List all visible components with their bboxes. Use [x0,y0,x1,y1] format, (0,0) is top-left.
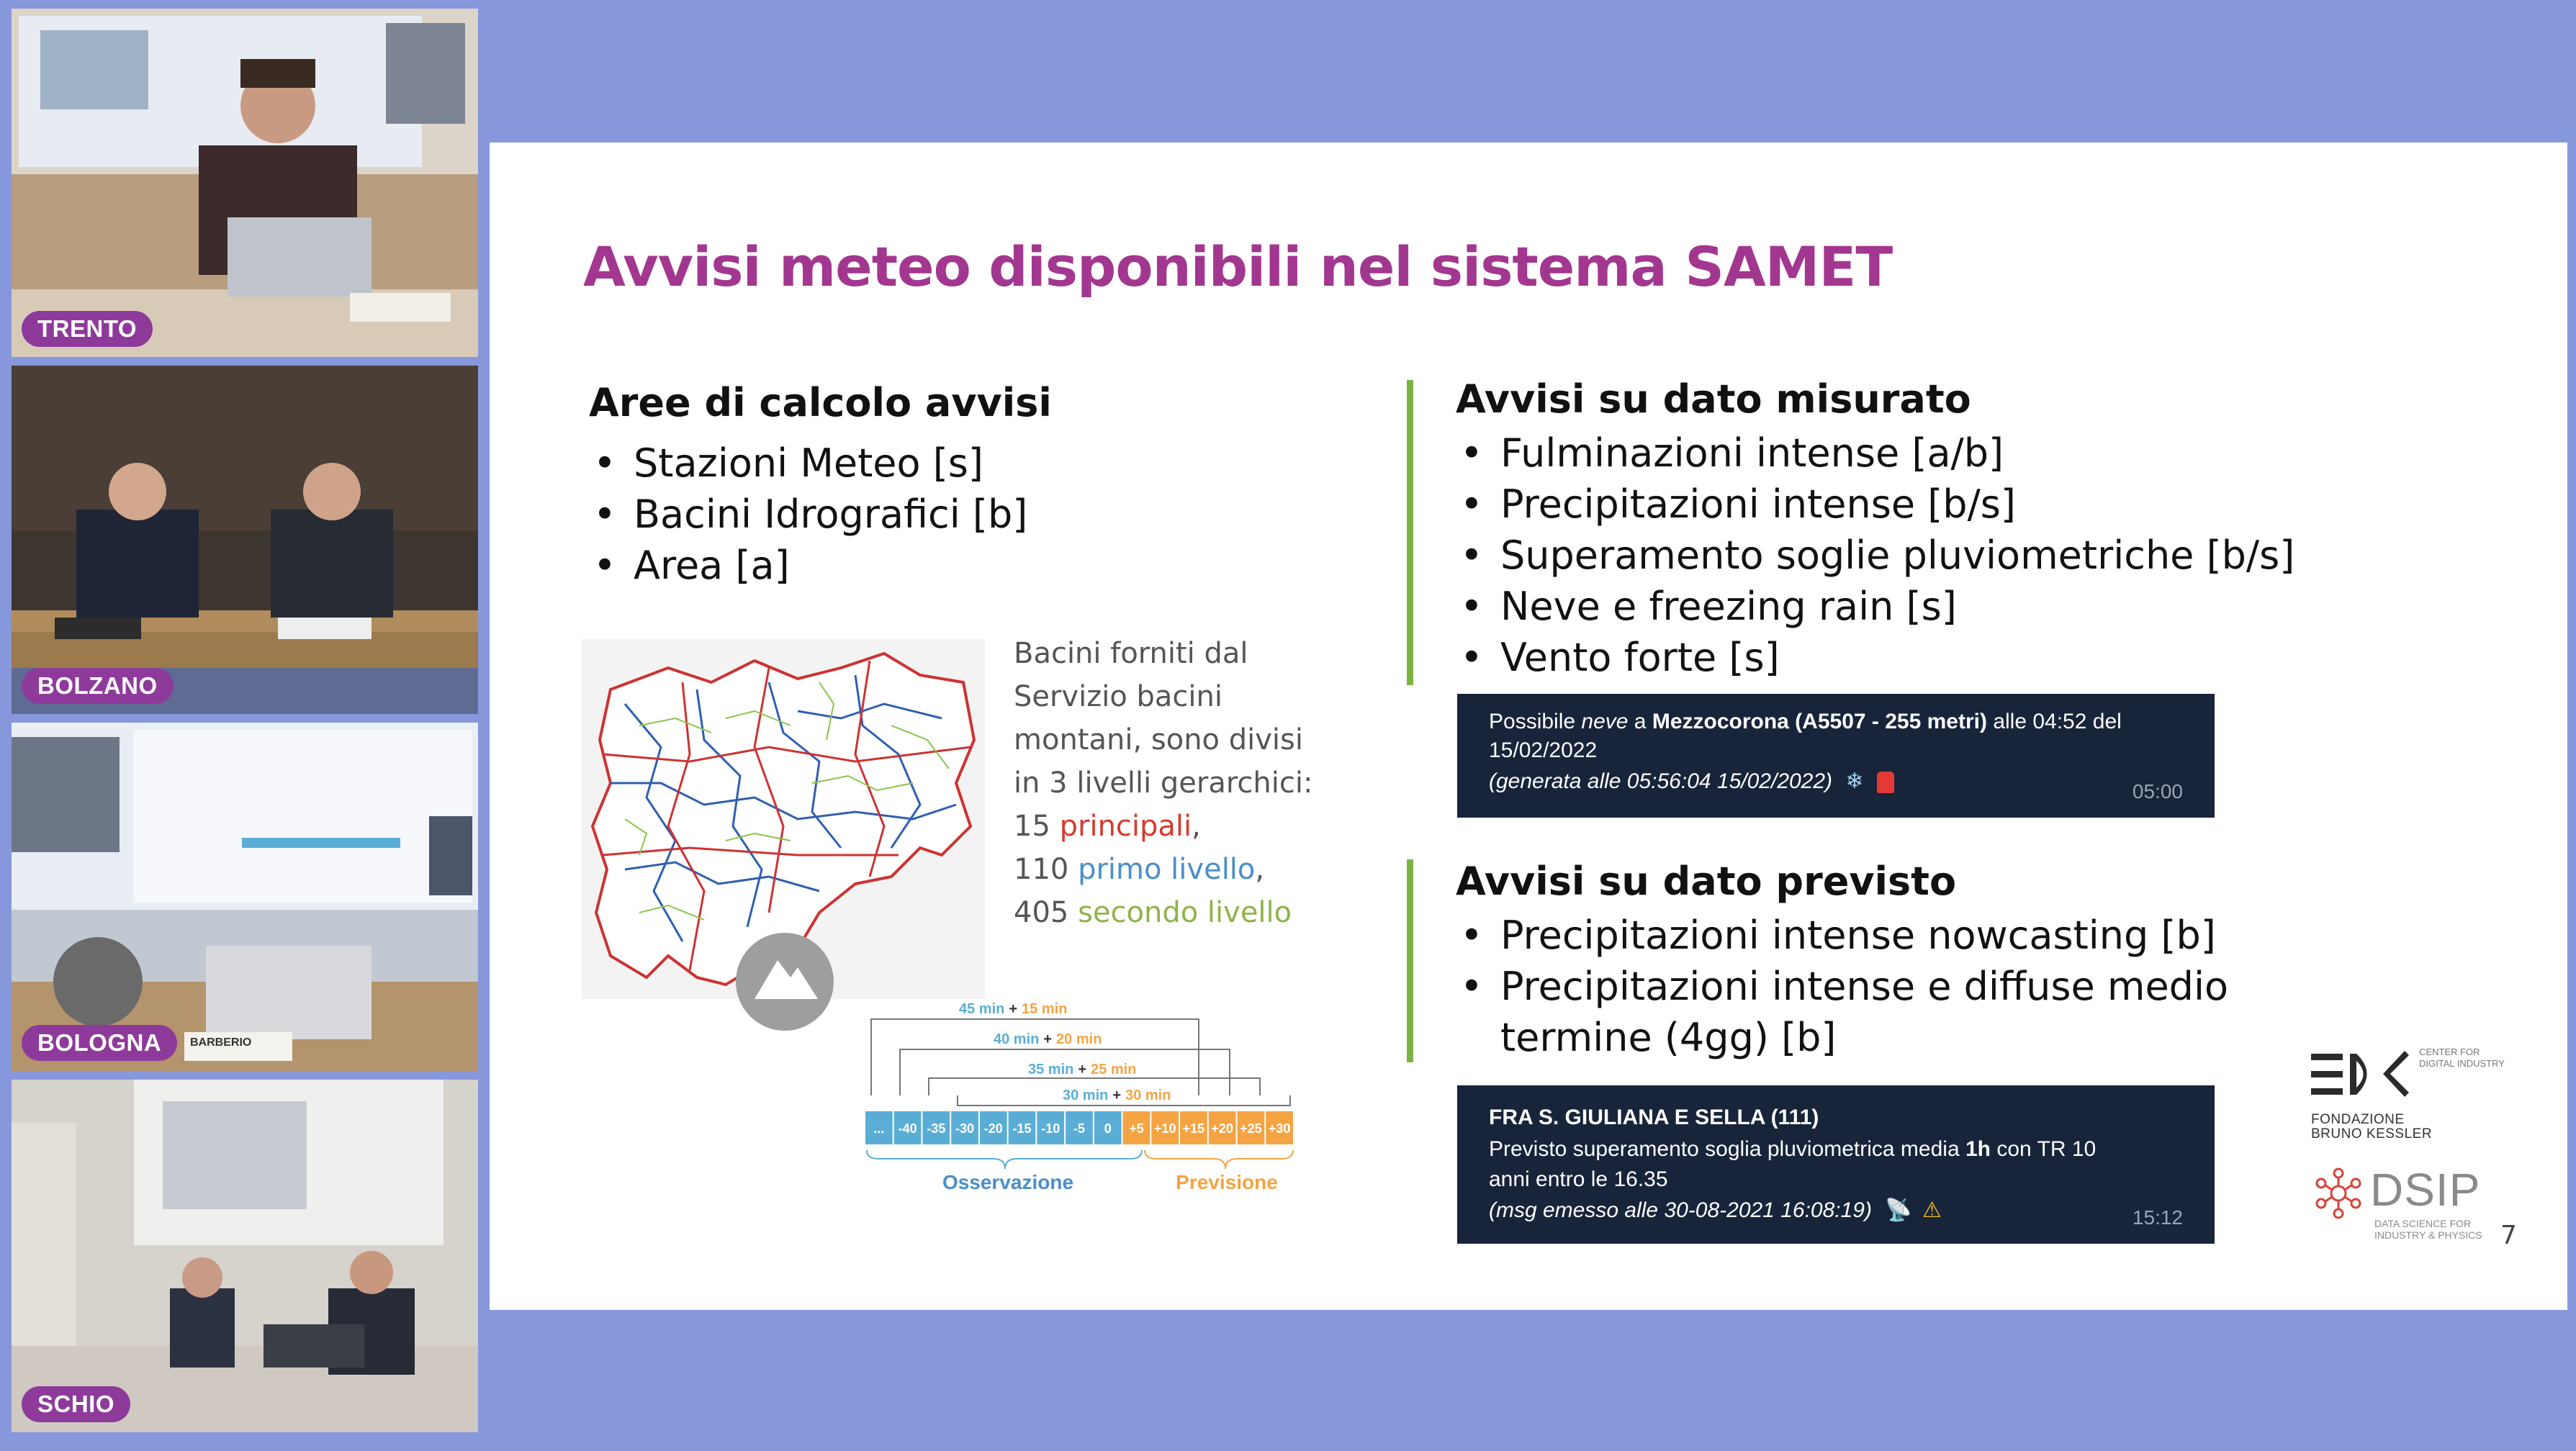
bullet-item: • Vento forte [s] [1456,632,2294,683]
bracket-label-4: 30 min + 30 min [1063,1088,1171,1103]
timeline-cell-label: -35 [927,1121,946,1136]
timeline-cell-label: -10 [1041,1121,1060,1136]
warning-icon: ⚠ [1922,1198,1942,1222]
timeline-cell-label: +20 [1211,1121,1233,1136]
notif-time: 15:12 [2132,1206,2183,1229]
location-label: SCHIO [22,1386,130,1422]
location-label: BOLOGNA [22,1025,177,1061]
fbk-logo [2311,1047,2520,1147]
accent-bar [1407,859,1413,1062]
notif-line: (msg emesso alle 30-08-2021 16:08:19) 📡 ⚠ [1489,1198,1942,1222]
timeline-cell-label: +10 [1153,1121,1176,1136]
observation-label: Osservazione [942,1171,1074,1193]
desc-line: Bacini forniti dal [1014,637,1248,670]
bullet-item: • Precipitazioni intense nowcasting [b] [1456,910,2228,961]
page-number: 7 [2500,1221,2517,1250]
timeline-cell-label: +25 [1240,1121,1262,1136]
nowcasting-timeline [864,986,1296,1193]
dsip-logo [2310,1165,2497,1251]
bullet-item: • Precipitazioni intense e diffuse medio termine (4gg) [b] [1456,961,2228,1063]
bracket-label-2: 40 min + 20 min [994,1031,1102,1047]
bullet-item: • Superamento soglie pluviometriche [b/s] [1456,530,2294,581]
accent-bar [1407,380,1413,685]
bullet-item: • Bacini Idrografici [b] [589,489,1027,540]
slide-title: Avvisi meteo disponibili nel sistema SAMET [583,235,1893,299]
timeline-cell-label: +30 [1268,1121,1291,1136]
bracket-label-1: 45 min + 15 min [959,1001,1068,1017]
measured-heading: Avvisi su dato misurato [1456,376,1971,422]
desc-line: in 3 livelli gerarchici: [1014,767,1313,800]
camera-feed-image [12,9,478,357]
timeline-cell-label: +15 [1182,1121,1205,1136]
video-panel-schio[interactable] [12,1080,478,1432]
bullet-item: • Neve e freezing rain [s] [1456,581,2294,632]
notif-line: anni entro le 16.35 [1489,1167,1668,1191]
left-heading: Aree di calcolo avvisi [589,380,1052,425]
snowflake-icon: ❄ [1845,769,1864,793]
timeline-cell-label: -40 [898,1121,917,1136]
bullet-item: • Fulminazioni intense [a/b] [1456,428,2294,479]
forecast-label: Previsione [1176,1171,1278,1193]
video-panel-bolzano[interactable] [12,366,478,714]
desc-line: Servizio bacini [1014,680,1222,713]
dsip-network-icon [2310,1165,2367,1222]
dsip-title: DSIP [2370,1164,2481,1216]
bullet-item: • Stazioni Meteo [s] [589,438,1027,489]
desc-level-first: 110 primo livello, [1014,853,1265,886]
satellite-icon: 📡 [1885,1198,1912,1222]
timeline-cell-label: -20 [983,1121,1003,1136]
desc-level-principal: 15 principali, [1014,810,1201,843]
fbk-center-text: CENTER FOR DIGITAL INDUSTRY [2419,1047,2505,1069]
video-panel-bologna[interactable] [12,723,478,1071]
forecast-bullet-list [1456,910,2228,1063]
bullet-item: • Area [a] [589,540,1027,591]
bullet-item: • Precipitazioni intense [b/s] [1456,479,2294,530]
location-label: BOLZANO [22,668,174,704]
timeline-cell-label: ... [873,1121,885,1136]
bracket-label-3: 35 min + 25 min [1028,1062,1137,1077]
fbk-name: FONDAZIONE BRUNO KESSLER [2311,1112,2433,1142]
nameplate: BARBERIO [190,1036,252,1049]
notif-line: 15/02/2022 [1489,738,1598,762]
timeline-cell-label: 0 [1104,1121,1112,1136]
fbk-mark-icon [2311,1047,2412,1111]
dsip-subtitle: DATA SCIENCE FOR INDUSTRY & PHYSICS [2374,1218,2482,1241]
location-label: TRENTO [22,311,153,347]
basin-map [582,639,985,999]
alarm-icon [1877,772,1894,793]
presentation-slide [490,143,2567,1310]
left-bullet-list [589,438,1027,591]
camera-feed-image [12,366,478,714]
timeline-cell-label: +5 [1129,1121,1144,1136]
basins-description [1014,632,1345,934]
video-panel-trento[interactable] [12,9,478,357]
notif-time: 05:00 [2132,780,2183,803]
notif-line: FRA S. GIULIANA E SELLA (111) [1489,1106,1819,1129]
notif-line: Possibile neve a Mezzocorona (A5507 - 255 metri) alle 04:52 del [1489,710,2122,733]
camera-feed-image [12,1080,478,1432]
notif-line: (generata alle 05:56:04 15/02/2022) ❄ [1489,769,1894,794]
timeline-cell-label: -15 [1012,1121,1032,1136]
measured-bullet-list [1456,428,2294,683]
notif-line: Previsto superamento soglia pluviometrica media 1h con TR 10 [1489,1137,2097,1161]
desc-level-second: 405 secondo livello [1014,896,1292,929]
notification-snow [1457,694,2215,818]
camera-feed-image [12,723,478,1071]
notification-rain [1457,1085,2215,1244]
forecast-heading: Avvisi su dato previsto [1456,859,1957,904]
timeline-cell-label: -30 [955,1121,975,1136]
timeline-cell-label: -5 [1073,1121,1086,1136]
desc-line: montani, sono divisi [1014,723,1303,756]
